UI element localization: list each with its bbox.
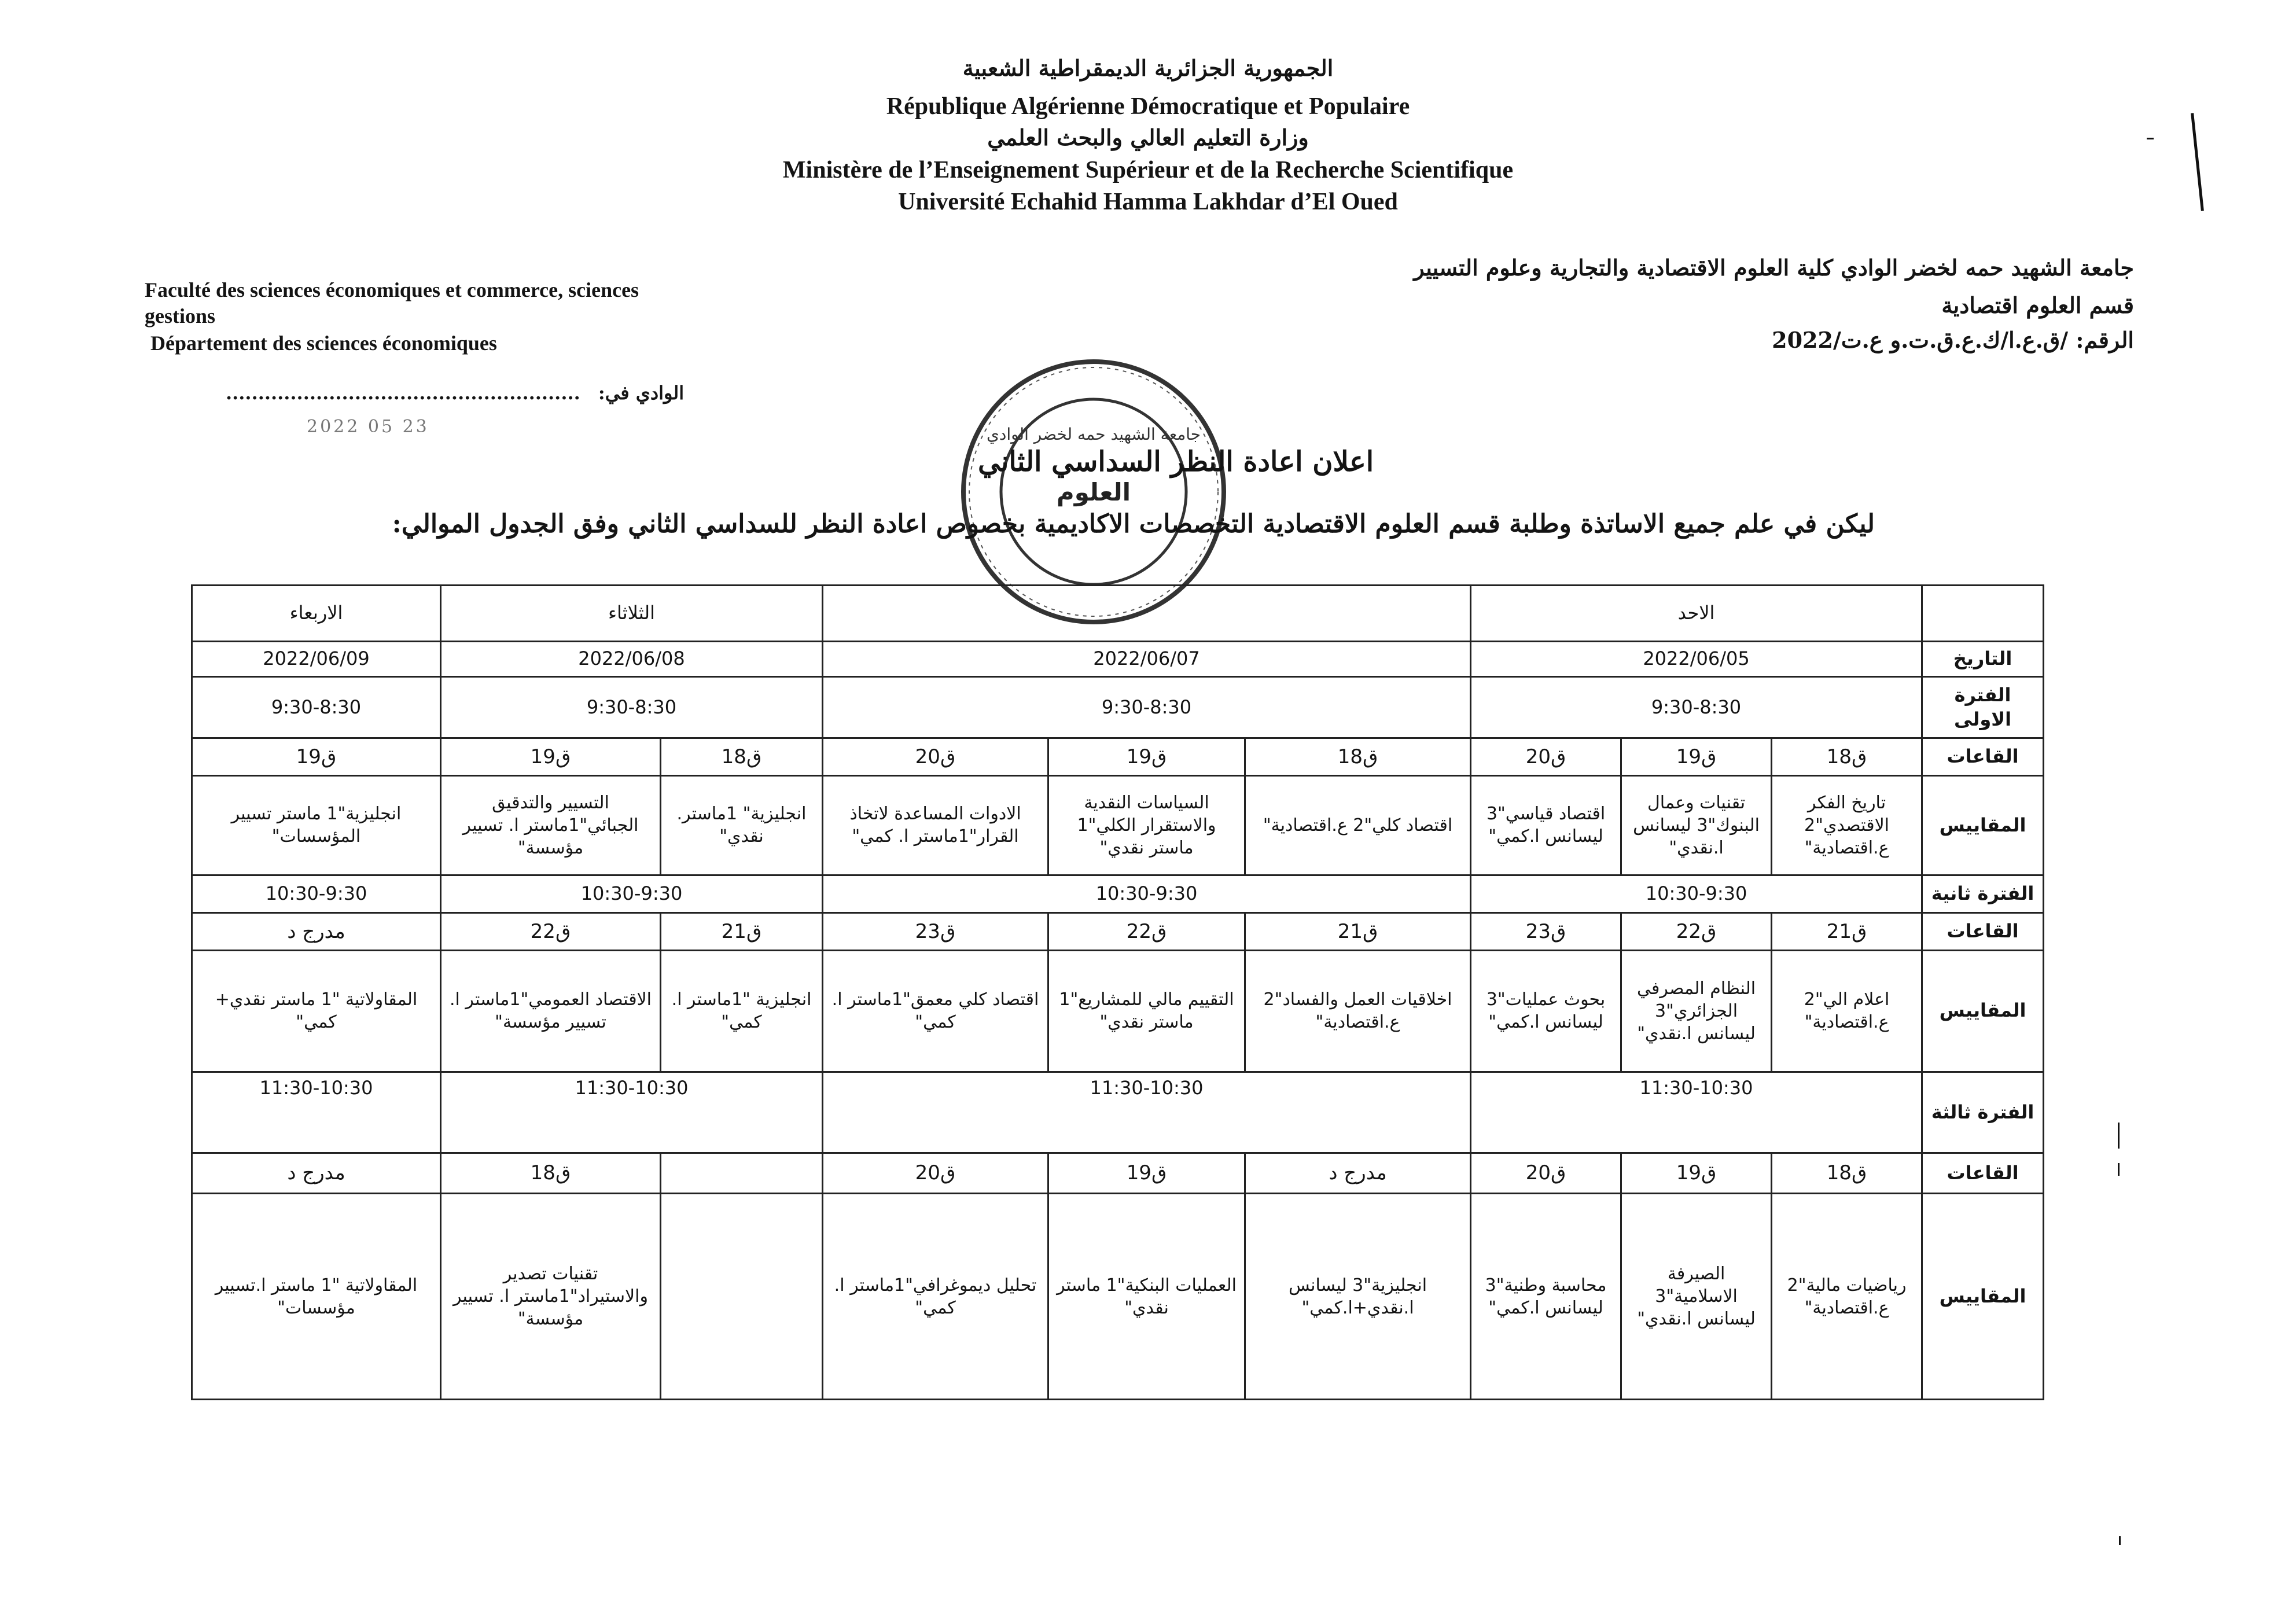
margin-mark bbox=[2119, 1536, 2121, 1545]
row-label-period3: الفترة ثالثة bbox=[1922, 1072, 2044, 1153]
room-cell: ق19 bbox=[1621, 1153, 1772, 1193]
room-cell: ق19 bbox=[441, 738, 661, 775]
time-cell: 10:30-9:30 bbox=[441, 875, 823, 913]
subject-cell: انجليزية"3 ليسانس ا.نقدي+ا.كمي" bbox=[1245, 1194, 1471, 1400]
margin-mark bbox=[2118, 1163, 2120, 1176]
place-date-line bbox=[226, 382, 684, 404]
header-ar-ministry: وزارة التعليم العالي والبحث العلمي bbox=[987, 124, 1309, 150]
margin-mark bbox=[2147, 138, 2154, 139]
date-cell: 2022/06/07 bbox=[823, 642, 1471, 677]
day-cell: الثلاثاء bbox=[441, 586, 823, 642]
room-cell: ق21 bbox=[1245, 912, 1471, 950]
subject-cell: رياضيات مالية"2 ع.اقتصادية" bbox=[1772, 1194, 1922, 1400]
time-cell: 10:30-9:30 bbox=[823, 875, 1471, 913]
room-cell: ق18 bbox=[1772, 738, 1922, 775]
schedule-table bbox=[191, 584, 2044, 1400]
place-date-dots: ....................................................... bbox=[226, 382, 580, 404]
time-cell: 9:30-8:30 bbox=[192, 677, 441, 738]
row-label-rooms: القاعات bbox=[1922, 738, 2044, 775]
stamp-text-top: جامعة الشهيد حمه لخضر الوادي bbox=[986, 425, 1201, 444]
table-row-subjects bbox=[192, 950, 2044, 1072]
room-cell: ق22 bbox=[1048, 912, 1245, 950]
table-row-dates bbox=[192, 642, 2044, 677]
subject-cell: تقنيات وعمال البنوك"3 ليسانس ا.نقدي" bbox=[1621, 775, 1772, 875]
subject-cell bbox=[661, 1194, 823, 1400]
subject-cell: انجليزية"1 ماستر تسيير المؤسسات" bbox=[192, 775, 441, 875]
subject-cell: السياسات النقدية والاستقرار الكلي"1 ماستر نقدي" bbox=[1048, 775, 1245, 875]
day-cell: الاربعاء bbox=[192, 586, 441, 642]
date-cell: 2022/06/09 bbox=[192, 642, 441, 677]
room-cell: ق20 bbox=[1471, 1153, 1621, 1193]
room-cell: ق19 bbox=[1621, 738, 1772, 775]
date-cell: 2022/06/08 bbox=[441, 642, 823, 677]
date-cell: 2022/06/05 bbox=[1471, 642, 1922, 677]
table-row-period1 bbox=[192, 677, 2044, 738]
room-cell: ق18 bbox=[661, 738, 823, 775]
table-row-subjects bbox=[192, 1194, 2044, 1400]
table-row-days bbox=[192, 586, 2044, 642]
time-cell: 10:30-9:30 bbox=[1471, 875, 1922, 913]
subject-cell: بحوث عمليات"3 ليسانس ا.كمي" bbox=[1471, 950, 1621, 1072]
room-cell: ق23 bbox=[1471, 912, 1621, 950]
row-label-rooms: القاعات bbox=[1922, 1153, 2044, 1193]
room-cell: ق18 bbox=[1772, 1153, 1922, 1193]
table-row-rooms bbox=[192, 738, 2044, 775]
subject-cell: انجليزية "1ماستر ا. كمي" bbox=[661, 950, 823, 1072]
table-row-period3 bbox=[192, 1072, 2044, 1153]
announcement-title: اعلان اعادة النظر السداسي الثاني bbox=[978, 446, 1374, 478]
room-cell: ق19 bbox=[192, 738, 441, 775]
subject-cell: التقييم مالي للمشاريع"1 ماستر نقدي" bbox=[1048, 950, 1245, 1072]
room-cell: ق20 bbox=[823, 1153, 1048, 1193]
room-cell: ق22 bbox=[441, 912, 661, 950]
subject-cell: اعلام الي"2 ع.اقتصادية" bbox=[1772, 950, 1922, 1072]
subject-cell: تقنيات تصدير والاستيراد"1ماستر ا. تسيير مؤسسة" bbox=[441, 1194, 661, 1400]
margin-mark bbox=[2118, 1123, 2120, 1149]
subject-cell: تحليل ديموغرافي"1ماستر ا. كمي" bbox=[823, 1194, 1048, 1400]
time-cell: 9:30-8:30 bbox=[1471, 677, 1922, 738]
reference-number: الرقم: /ق.ع.ا/ك.ع.ق.ت.و ع.ت/2022 bbox=[1772, 327, 2134, 353]
room-cell bbox=[661, 1153, 823, 1193]
subject-cell: الاقتصاد العمومي"1ماستر ا. تسيير مؤسسة" bbox=[441, 950, 661, 1072]
row-label-subjects: المقاييس bbox=[1922, 950, 2044, 1072]
department-fr: Département des sciences économiques bbox=[150, 332, 497, 355]
row-label-subjects: المقاييس bbox=[1922, 1194, 2044, 1400]
room-cell: مدرج د bbox=[192, 1153, 441, 1193]
subject-cell: اقتصاد كلي معمق"1ماستر ا. كمي" bbox=[823, 950, 1048, 1072]
subject-cell: النظام المصرفي الجزائري"3 ليسانس ا.نقدي" bbox=[1621, 950, 1772, 1072]
time-cell: 11:30-10:30 bbox=[823, 1072, 1471, 1153]
room-cell: ق22 bbox=[1621, 912, 1772, 950]
subject-cell: العمليات البنكية"1 ماستر نقدي" bbox=[1048, 1194, 1245, 1400]
room-cell: ق19 bbox=[1048, 1153, 1245, 1193]
room-cell: ق21 bbox=[1772, 912, 1922, 950]
day-cell bbox=[823, 586, 1471, 642]
table-row-rooms bbox=[192, 912, 2044, 950]
department-ar: قسم العلوم اقتصادية bbox=[1941, 292, 2134, 318]
subject-cell: تاريخ الفكر الاقتصدي"2 ع.اقتصادية" bbox=[1772, 775, 1922, 875]
time-cell: 11:30-10:30 bbox=[192, 1072, 441, 1153]
table-row-period2 bbox=[192, 875, 2044, 913]
room-cell: مدرج د bbox=[1245, 1153, 1471, 1193]
announcement-intro: ليكن في علم جميع الاساتذة وطلبة قسم العلوم الاقتصادية التخصصات الاكاديمية بخصوص اعادة النظر للسداسي الثاني وفق الجدول الموالي: bbox=[392, 509, 1875, 539]
room-cell: مدرج د bbox=[192, 912, 441, 950]
room-cell: ق20 bbox=[1471, 738, 1621, 775]
time-cell: 9:30-8:30 bbox=[823, 677, 1471, 738]
room-cell: ق23 bbox=[823, 912, 1048, 950]
subject-cell: الادوات المساعدة لاتخاذ القرار"1ماستر ا. كمي" bbox=[823, 775, 1048, 875]
room-cell: ق18 bbox=[441, 1153, 661, 1193]
room-cell: ق19 bbox=[1048, 738, 1245, 775]
table-row-rooms bbox=[192, 1153, 2044, 1193]
time-cell: 10:30-9:30 bbox=[192, 875, 441, 913]
date-stamp: 2022 05 23 bbox=[307, 417, 429, 437]
row-label-date: التاريخ bbox=[1922, 642, 2044, 677]
place-date-label: الوادي في: bbox=[598, 382, 685, 404]
subject-cell: انجليزية" 1ماستر. نقدي" bbox=[661, 775, 823, 875]
subject-cell: المقاولاتية "1 ماستر ا.تسيير مؤسسات" bbox=[192, 1194, 441, 1400]
header-fr-republic: République Algérienne Démocratique et Populaire bbox=[886, 93, 1410, 120]
stamp-text-center: العلوم bbox=[1056, 478, 1131, 506]
time-cell: 11:30-10:30 bbox=[441, 1072, 823, 1153]
header-fr-university: Université Echahid Hamma Lakhdar d’El Oued bbox=[898, 189, 1398, 215]
subject-cell: الصيرفة الاسلامية"3 ليسانس ا.نقدي" bbox=[1621, 1194, 1772, 1400]
room-cell: ق18 bbox=[1245, 738, 1471, 775]
row-label-rooms: القاعات bbox=[1922, 912, 2044, 950]
faculty-fr-line2: gestions bbox=[145, 304, 216, 328]
subject-cell: محاسبة وطنية"3 ليسانس ا.كمي" bbox=[1471, 1194, 1621, 1400]
subject-cell: المقاولاتية "1 ماستر نقدي+ كمي" bbox=[192, 950, 441, 1072]
row-label-period2: الفترة ثانية bbox=[1922, 875, 2044, 913]
row-label-period1: الفترة الاولى bbox=[1922, 677, 2044, 738]
room-cell: ق21 bbox=[661, 912, 823, 950]
faculty-fr-line1: Faculté des sciences économiques et commerce, sciences bbox=[145, 278, 639, 301]
table-row-subjects bbox=[192, 775, 2044, 875]
row-label-subjects: المقاييس bbox=[1922, 775, 2044, 875]
time-cell: 9:30-8:30 bbox=[441, 677, 823, 738]
faculty-ar: جامعة الشهيد حمه لخضر الوادي كلية العلوم الاقتصادية والتجارية وعلوم التسيير bbox=[1414, 255, 2134, 281]
header-ar-republic: الجمهورية الجزائرية الديمقراطية الشعبية bbox=[962, 55, 1334, 81]
table-cell bbox=[1922, 586, 2044, 642]
subject-cell: اقتصاد قياسي"3 ليسانس ا.كمي" bbox=[1471, 775, 1621, 875]
day-cell: الاحد bbox=[1471, 586, 1922, 642]
subject-cell: اخلاقيات العمل والفساد"2 ع.اقتصادية" bbox=[1245, 950, 1471, 1072]
header-fr-ministry: Ministère de l’Enseignement Supérieur et de la Recherche Scientifique bbox=[782, 157, 1514, 183]
subject-cell: اقتصاد كلي"2 ع.اقتصادية" bbox=[1245, 775, 1471, 875]
subject-cell: التسيير والتدقيق الجبائي"1ماستر ا. تسيير مؤسسة" bbox=[441, 775, 661, 875]
room-cell: ق20 bbox=[823, 738, 1048, 775]
time-cell: 11:30-10:30 bbox=[1471, 1072, 1922, 1153]
